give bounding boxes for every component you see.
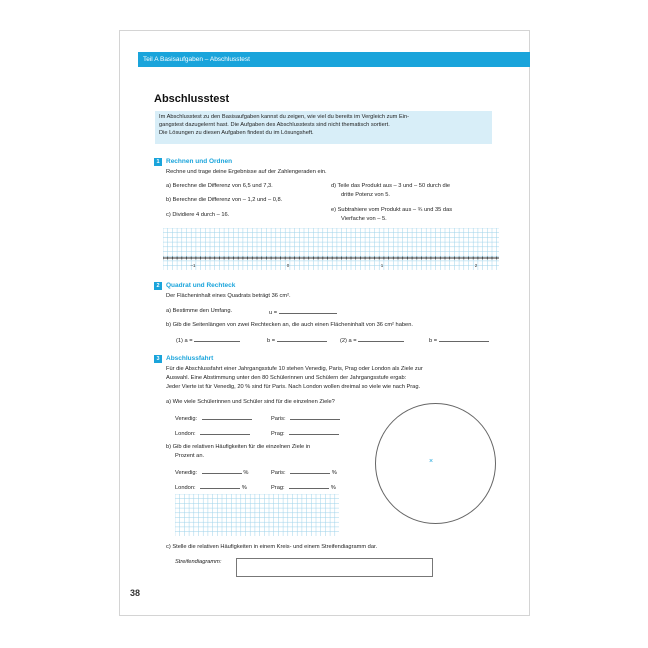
answer-line[interactable] xyxy=(439,335,489,342)
intro-line: Die Lösungen zu diesen Aufgaben findest du im Lösungsheft. xyxy=(159,130,314,136)
section-3-text-line: Jeder Vierte ist für Venedig, 20 % sind für Paris. Nach London wollen dreimal so viele wie nach Prag. xyxy=(166,384,421,390)
task-3b-london[interactable] xyxy=(175,482,247,492)
task-3b-line2: Prozent an. xyxy=(175,453,205,459)
intro-line: Im Abschlusstest zu den Basisaufgaben kannst du zeigen, wie viel du bereits im Vergleich zum Ein- xyxy=(159,114,410,120)
answer-label: Venedig: xyxy=(175,470,198,476)
answer-line[interactable] xyxy=(290,467,330,474)
answer-label: b = xyxy=(267,338,276,344)
answer-label: Prag: xyxy=(271,485,285,491)
percent-sign: % xyxy=(243,470,249,476)
chapter-header-label: Teil A Basisaufgaben – Abschlusstest xyxy=(143,56,250,63)
answer-line[interactable] xyxy=(279,307,337,314)
section-3-number: 3 xyxy=(154,355,162,363)
answer-label: u = xyxy=(269,310,278,316)
task-2b-answer-1b[interactable] xyxy=(267,335,327,345)
task-1d-line2: dritte Potenz von 5. xyxy=(341,192,391,198)
answer-label: London: xyxy=(175,485,196,491)
task-2a-answer[interactable] xyxy=(269,307,337,317)
task-3a-prag[interactable] xyxy=(271,428,339,438)
task-2b-answer-1a[interactable] xyxy=(176,335,240,345)
task-2a: a) Bestimme den Umfang. xyxy=(166,308,233,314)
streifendiagramm-box[interactable] xyxy=(236,558,433,577)
answer-line[interactable] xyxy=(358,335,404,342)
axis-label: 0 xyxy=(286,263,290,268)
section-3-text-line: Für die Abschlussfahrt einer Jahrgangsstufe 10 stehen Venedig, Paris, Prag oder London als Ziele zur xyxy=(166,366,423,372)
page-title: Abschlusstest xyxy=(154,93,230,105)
section-1-instruction: Rechne und trage deine Ergebnisse auf der Zahlengeraden ein. xyxy=(166,169,327,175)
task-1d-line1: d) Teile das Produkt aus – 3 und – 50 durch die xyxy=(331,183,451,189)
section-2-instruction: Der Flächeninhalt eines Quadrats beträgt 36 cm². xyxy=(166,293,291,299)
task-3a: a) Wie viele Schülerinnen und Schüler sind für die einzelnen Ziele? xyxy=(166,399,335,405)
task-3b-venedig[interactable] xyxy=(175,467,248,477)
answer-line[interactable] xyxy=(202,467,242,474)
answer-line[interactable] xyxy=(289,482,329,489)
answer-label: Paris: xyxy=(271,470,286,476)
task-3c: c) Stelle die relativen Häufigkeiten in einem Kreis- und einem Streifendiagramm dar. xyxy=(166,544,378,550)
section-1-title: Rechnen und Ordnen xyxy=(166,158,233,165)
percent-sign: % xyxy=(331,470,337,476)
task-2b-answer-2b[interactable] xyxy=(429,335,489,345)
answer-label: Prag: xyxy=(271,431,285,437)
intro-box xyxy=(155,111,492,144)
task-1e-line1: e) Subtrahiere vom Produkt aus – ¾ und 35 das xyxy=(331,207,453,213)
axis-label: –1 xyxy=(190,263,196,268)
page-number: 38 xyxy=(130,588,141,598)
number-line-grid[interactable] xyxy=(163,228,500,271)
task-3a-london[interactable] xyxy=(175,428,250,438)
circle-center-mark: × xyxy=(429,458,434,465)
section-1-number: 1 xyxy=(154,158,162,166)
task-3b-paris[interactable] xyxy=(271,467,337,477)
answer-line[interactable] xyxy=(194,335,240,342)
section-2-number: 2 xyxy=(154,282,162,290)
task-1e-line2: Vierfache von – 5. xyxy=(341,216,387,222)
axis-label: 1 xyxy=(380,263,384,268)
intro-line: gangstest dazugelernt hast. Die Aufgaben des Abschlusstests sind nicht thematisch sortiert. xyxy=(159,122,390,128)
section-3-text-line: Auswahl. Eine Abstimmung unter den 80 Schülerinnen und Schülern der Jahrgangsstufe ergab: xyxy=(166,375,407,381)
answer-line[interactable] xyxy=(202,413,252,420)
section-2-title: Quadrat und Rechteck xyxy=(166,282,236,289)
axis-label: 2 xyxy=(474,263,478,268)
answer-label: London: xyxy=(175,431,196,437)
task-3b-line1: b) Gib die relativen Häufigkeiten für die einzelnen Ziele in xyxy=(166,444,311,450)
percent-sign: % xyxy=(241,485,247,491)
task-1b: b) Berechne die Differenz von – 1,2 und – 0,8. xyxy=(166,197,283,203)
answer-line[interactable] xyxy=(277,335,327,342)
answer-line[interactable] xyxy=(290,413,340,420)
task-3a-paris[interactable] xyxy=(271,413,340,423)
task-1a: a) Berechne die Differenz von 6,5 und 7,3. xyxy=(166,183,273,189)
chapter-header-bar xyxy=(138,52,530,67)
answer-line[interactable] xyxy=(200,428,250,435)
answer-label: (1) a = xyxy=(176,338,193,344)
calculation-grid[interactable] xyxy=(175,494,340,537)
answer-line[interactable] xyxy=(200,482,240,489)
answer-label: b = xyxy=(429,338,438,344)
task-1c: c) Dividiere 4 durch – 16. xyxy=(166,212,230,218)
pie-chart-circle[interactable] xyxy=(375,403,496,524)
section-3-title: Abschlussfahrt xyxy=(166,355,214,362)
streifen-label: Streifendiagramm: xyxy=(175,559,222,565)
answer-label: Paris: xyxy=(271,416,286,422)
percent-sign: % xyxy=(330,485,336,491)
task-2b-answer-2a[interactable] xyxy=(340,335,404,345)
task-2b: b) Gib die Seitenlängen von zwei Rechtecken an, die auch einen Flächeninhalt von 36 cm² haben. xyxy=(166,322,413,328)
task-3b-prag[interactable] xyxy=(271,482,336,492)
answer-label: (2) a = xyxy=(340,338,357,344)
answer-line[interactable] xyxy=(289,428,339,435)
answer-label: Venedig: xyxy=(175,416,198,422)
task-3a-venedig[interactable] xyxy=(175,413,252,423)
